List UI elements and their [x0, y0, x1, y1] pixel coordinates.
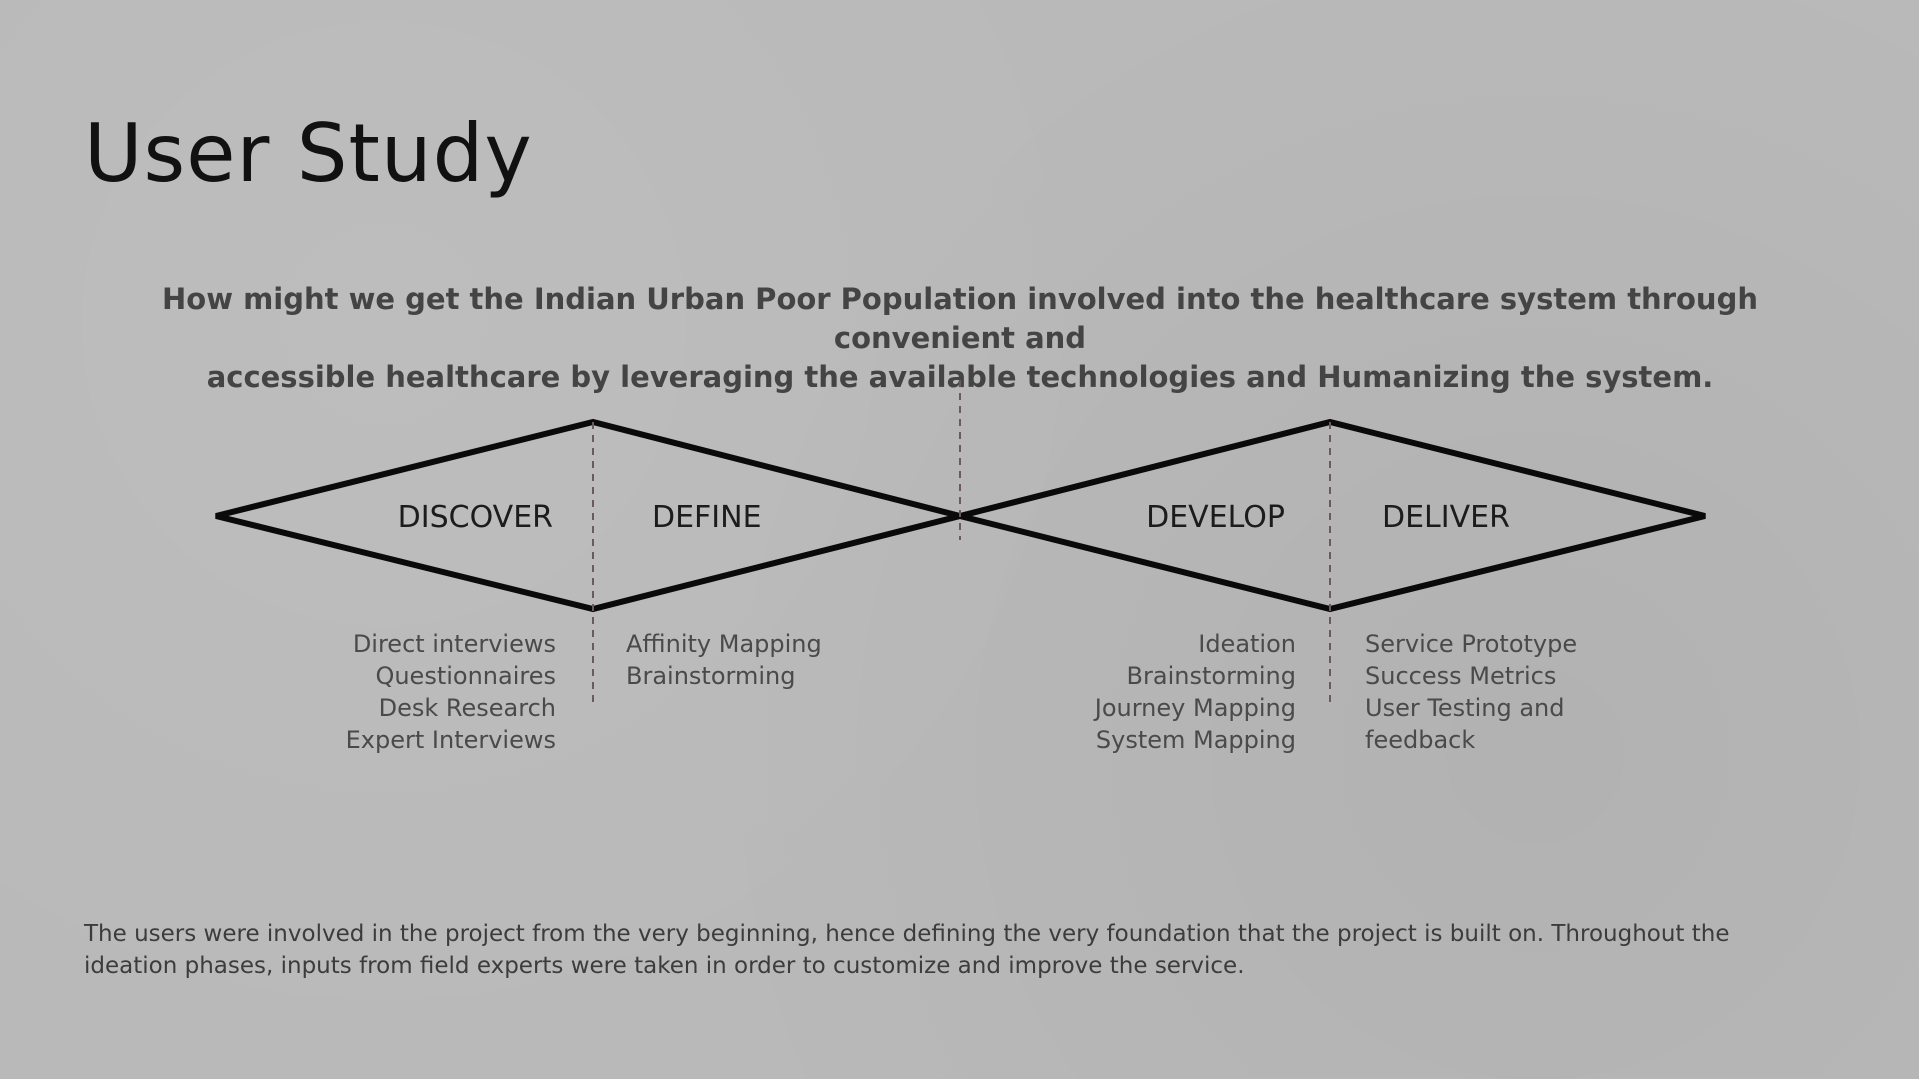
- list-item: Affinity Mapping: [626, 630, 822, 658]
- footer-line-1: The users were involved in the project from the very beginning, hence defining the very foundation that the project is built on. Throughout the: [84, 921, 1730, 947]
- discover-define-diamond: [216, 422, 960, 609]
- develop-deliver-diamond: [960, 422, 1705, 609]
- discover-methods: [296, 628, 556, 756]
- list-item: System Mapping: [1095, 726, 1296, 754]
- list-item: Brainstorming: [1126, 662, 1296, 690]
- list-item: Journey Mapping: [1094, 694, 1296, 722]
- phase-label-discover: DISCOVER: [397, 500, 553, 535]
- phase-label-develop: DEVELOP: [1146, 500, 1285, 535]
- deliver-methods: [1365, 628, 1665, 756]
- footer-description: [84, 918, 1784, 982]
- phase-label-define: DEFINE: [652, 500, 762, 535]
- list-item: Expert Interviews: [345, 726, 556, 754]
- list-item: Ideation: [1198, 630, 1296, 658]
- list-item: Service Prototype: [1365, 630, 1578, 658]
- develop-methods: [1036, 628, 1296, 756]
- list-item: Direct interviews: [352, 630, 556, 658]
- define-methods: [626, 628, 886, 692]
- list-item: Desk Research: [378, 694, 556, 722]
- list-item: feedback: [1365, 726, 1476, 754]
- list-item: Brainstorming: [626, 662, 796, 690]
- list-item: Success Metrics: [1365, 662, 1557, 690]
- list-item: Questionnaires: [375, 662, 556, 690]
- footer-line-2: ideation phases, inputs from field experts were taken in order to customize and improve the service.: [84, 953, 1245, 979]
- list-item: User Testing and: [1365, 694, 1565, 722]
- question-line-1: How might we get the Indian Urban Poor Population involved into the healthcare system through convenient and: [162, 282, 1758, 355]
- question-line-2: accessible healthcare by leveraging the available technologies and Humanizing the system.: [206, 360, 1714, 394]
- page-title: User Study: [84, 107, 533, 200]
- phase-label-deliver: DELIVER: [1382, 500, 1510, 535]
